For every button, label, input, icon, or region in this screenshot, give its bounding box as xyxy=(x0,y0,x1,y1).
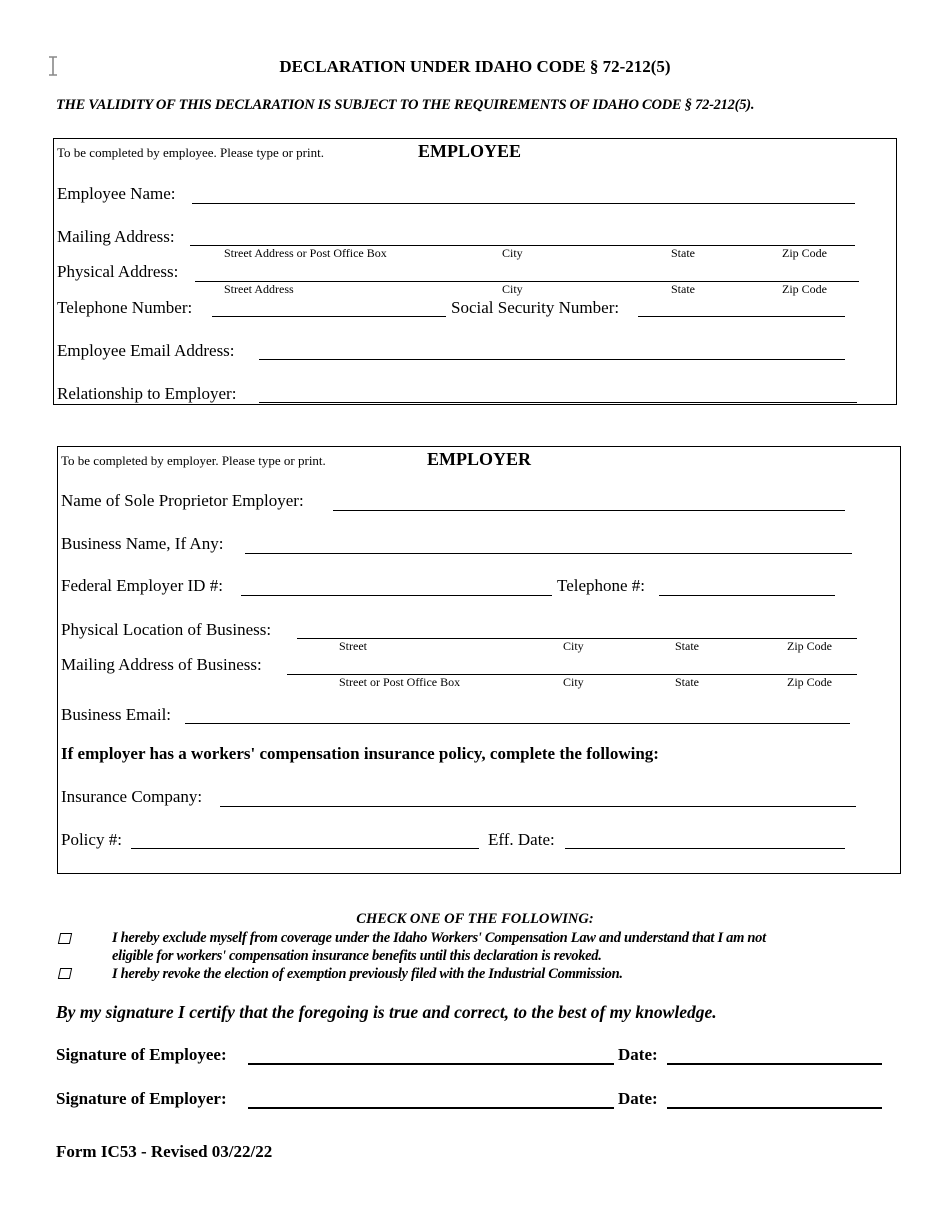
form-title: DECLARATION UNDER IDAHO CODE § 72-212(5) xyxy=(279,57,671,76)
business-mailing-sub-zip: Zip Code xyxy=(787,675,832,689)
policy-number-field[interactable] xyxy=(131,848,479,849)
business-email-field[interactable] xyxy=(185,723,850,724)
business-location-sub-zip: Zip Code xyxy=(787,639,832,653)
revoke-checkbox[interactable] xyxy=(58,968,72,979)
business-location-label: Physical Location of Business: xyxy=(61,620,272,639)
employee-physical-label: Physical Address: xyxy=(57,262,179,281)
employee-physical-sub-state: State xyxy=(671,282,695,296)
business-mailing-sub-street: Street or Post Office Box xyxy=(339,675,461,689)
business-mailing-sub-state: State xyxy=(675,675,699,689)
employee-phone-label: Telephone Number: xyxy=(57,298,193,317)
employee-name-field[interactable] xyxy=(192,203,855,204)
business-location-sub-street: Street xyxy=(339,639,367,653)
employee-physical-sub-street: Street Address xyxy=(224,282,294,296)
sole-proprietor-field[interactable] xyxy=(333,510,845,511)
employee-physical-sub-city: City xyxy=(502,282,523,296)
employee-email-label: Employee Email Address: xyxy=(57,341,235,360)
insurance-company-label: Insurance Company: xyxy=(61,787,203,806)
insurance-heading: If employer has a workers' compensation insurance policy, complete the following: xyxy=(61,744,659,763)
employee-mailing-sub-zip: Zip Code xyxy=(782,246,827,260)
employee-mailing-sub-street: Street Address or Post Office Box xyxy=(224,246,387,260)
check-title: CHECK ONE OF THE FOLLOWING: xyxy=(356,911,594,927)
business-location-sub-city: City xyxy=(563,639,584,653)
employee-phone-field[interactable] xyxy=(212,316,446,317)
employee-physical-field[interactable] xyxy=(195,281,859,282)
employee-name-label: Employee Name: xyxy=(57,184,176,203)
employee-relationship-label: Relationship to Employer: xyxy=(57,384,237,403)
fein-label: Federal Employer ID #: xyxy=(61,576,223,595)
employer-date-label: Date: xyxy=(618,1089,658,1108)
employee-ssn-field[interactable] xyxy=(638,316,845,317)
fein-field[interactable] xyxy=(241,595,552,596)
business-mailing-label: Mailing Address of Business: xyxy=(61,655,262,674)
employee-signature-label: Signature of Employee: xyxy=(56,1045,227,1064)
employee-physical-sub-zip: Zip Code xyxy=(782,282,827,296)
eff-date-label: Eff. Date: xyxy=(488,830,555,849)
employee-ssn-label: Social Security Number: xyxy=(451,298,620,317)
employer-phone-label: Telephone #: xyxy=(557,576,646,595)
certification-statement: By my signature I certify that the foregoing is true and correct, to the best of my knowledge. xyxy=(56,1002,717,1022)
insurance-company-field[interactable] xyxy=(220,806,856,807)
employer-date-field[interactable] xyxy=(667,1107,882,1109)
employer-signature-label: Signature of Employer: xyxy=(56,1089,227,1108)
exclude-option-line1: I hereby exclude myself from coverage under the Idaho Workers' Compensation Law and understand that I am not xyxy=(112,930,766,946)
employee-date-label: Date: xyxy=(618,1045,658,1064)
business-email-label: Business Email: xyxy=(61,705,172,724)
exclude-checkbox[interactable] xyxy=(58,933,72,944)
form-footer: Form IC53 - Revised 03/22/22 xyxy=(56,1142,273,1161)
employee-section xyxy=(53,138,897,405)
business-name-label: Business Name, If Any: xyxy=(61,534,224,553)
employee-relationship-field[interactable] xyxy=(259,402,857,403)
exclude-option-line2: eligible for workers' compensation insurance benefits until this declaration is revoked. xyxy=(112,948,602,964)
policy-number-label: Policy #: xyxy=(61,830,122,849)
employee-date-field[interactable] xyxy=(667,1063,882,1065)
employee-signature-field[interactable] xyxy=(248,1063,614,1065)
employee-mailing-sub-state: State xyxy=(671,246,695,260)
employee-mailing-sub-city: City xyxy=(502,246,523,260)
employee-instruction: To be completed by employee. Please type or print. xyxy=(57,145,324,160)
employee-heading: EMPLOYEE xyxy=(418,141,522,161)
employer-signature-field[interactable] xyxy=(248,1107,614,1109)
business-location-sub-state: State xyxy=(675,639,699,653)
employer-instruction: To be completed by employer. Please type or print. xyxy=(61,453,326,468)
employee-email-field[interactable] xyxy=(259,359,845,360)
business-name-field[interactable] xyxy=(245,553,852,554)
employee-mailing-label: Mailing Address: xyxy=(57,227,175,246)
business-mailing-sub-city: City xyxy=(563,675,584,689)
revoke-option: I hereby revoke the election of exemption previously filed with the Industrial Commission. xyxy=(112,966,623,982)
employer-heading: EMPLOYER xyxy=(427,449,532,469)
employer-phone-field[interactable] xyxy=(659,595,835,596)
validity-note: THE VALIDITY OF THIS DECLARATION IS SUBJECT TO THE REQUIREMENTS OF IDAHO CODE § 72-212(5). xyxy=(56,97,755,113)
eff-date-field[interactable] xyxy=(565,848,845,849)
sole-proprietor-label: Name of Sole Proprietor Employer: xyxy=(61,491,304,510)
